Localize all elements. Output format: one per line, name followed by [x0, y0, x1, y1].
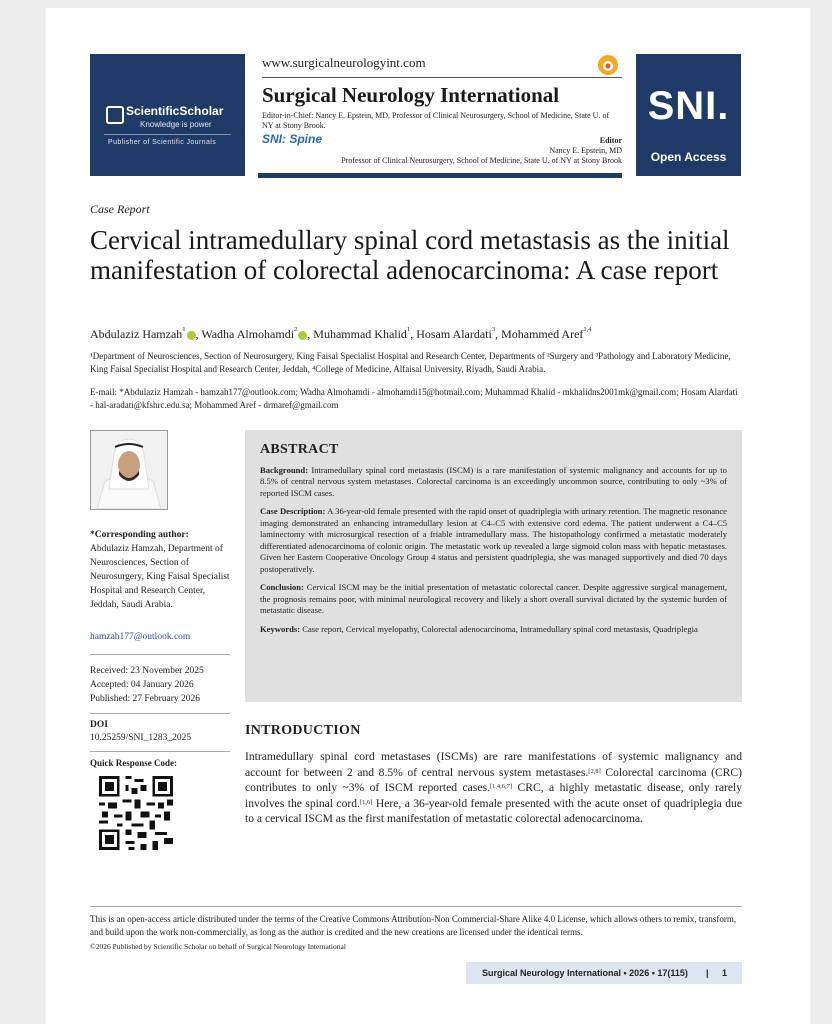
author-affil-sup: 1 — [406, 326, 411, 333]
journal-section: SNI: Spine — [262, 132, 323, 146]
footer-separator: | — [706, 968, 709, 978]
doi-value[interactable]: 10.25259/SNI_1283_2025 — [90, 733, 192, 743]
abstract-conclusion-text: Cervical ISCM may be the initial presentation of metastatic colorectal cancer. Despite aggressive surgical management, the prognosis remains poor, with minimal neurological recovery and likely a short overall survival dictated by the systemic burden of metastatic disease. — [260, 582, 727, 615]
header-bar — [258, 173, 622, 178]
sni-logo-box — [636, 54, 741, 176]
publisher-heart-icon — [106, 106, 124, 124]
corresponding-author — [90, 528, 230, 612]
copyright-text: ©2026 Published by Scientific Scholar on behalf of Surgical Neurology International — [90, 942, 346, 951]
abstract-conclusion — [260, 582, 727, 617]
citation-ref[interactable]: [1,6] — [359, 798, 373, 806]
sidebar-divider — [90, 654, 230, 655]
editor-block — [300, 136, 622, 166]
publisher-divider — [104, 134, 231, 135]
author-name: Muhammad Khalid — [313, 327, 407, 341]
open-access-lock-icon — [597, 54, 619, 76]
author-name: Hosam Alardati — [416, 327, 492, 341]
publisher-tagline: Knowledge is power — [140, 120, 212, 129]
editor-label: Editor — [599, 136, 622, 145]
introduction-heading: INTRODUCTION — [245, 723, 361, 738]
intro-sentence: CRC, a highly metastatic disease, only rarely involves the spinal cord. — [245, 781, 742, 810]
header-rule — [262, 77, 622, 78]
abstract-case — [260, 506, 727, 575]
open-access-label: Open Access — [650, 150, 727, 164]
author-affil-sup: 2 — [294, 326, 298, 333]
citation-ref[interactable]: [1,4,6,7] — [489, 783, 513, 791]
journal-title: Surgical Neurology International — [262, 83, 560, 107]
author-name: Wadha Almohamdi — [201, 327, 295, 341]
editor-affil: Professor of Clinical Neurosurgery, School of Medicine, State U. of NY at Stony Brook — [341, 156, 622, 165]
sidebar-divider — [90, 713, 230, 714]
publisher-subline: Publisher of Scientific Journals — [108, 139, 217, 146]
abstract-keywords-label: Keywords: — [260, 623, 301, 634]
abstract-case-text: A 36-year-old female presented with the rapid onset of quadriplegia with urinary retention. The magnetic resonance imaging demonstrated an enhancing intramedullary lesion at C4–C5 with extensive cord edema. The patient underwent a C4–C5 laminectomy with microsurgical resection of a friable intramedullary mass. The histopathology confirmed a metastatic moderately differentiated adenocarcinoma of colonic origin. The metastatic work up revealed a large sigmoid colon mass with hepatic metastases. Given her Eastern Cooperative Oncology Group 4 status and persistent quadriplegia, she was managed supportively and died 70 days postoperatively. — [260, 506, 727, 574]
intro-sentence: Intramedullary spinal cord metastases (ISCMs) are rare manifestations of systemic malignancy and account for between 2 and 8.5% of central nervous system metastases. — [245, 750, 742, 779]
abstract-conclusion-label: Conclusion: — [260, 582, 304, 592]
received-date: Received: 23 November 2025 — [90, 666, 204, 676]
introduction-text — [245, 749, 742, 827]
orcid-icon[interactable] — [187, 331, 196, 340]
abstract-heading: ABSTRACT — [260, 442, 339, 457]
sidebar-divider — [90, 751, 230, 752]
publisher-name: ScientificScholar — [126, 104, 224, 118]
author-affil-sup: 3 — [491, 326, 496, 333]
article-dates — [90, 664, 204, 706]
journal-url[interactable]: www.surgicalneurologyint.com — [262, 55, 426, 70]
sni-logo: SNI. — [647, 84, 730, 128]
author-emails: E-mail: *Abdulaziz Hamzah - hamzah177@outlook.com; Wadha Almohamdi - almohamdi15@hotmail.com; Muhammad Khalid - mkhalidns2001mk@gmail.com; Hosam Alardati - hal-aradati@kfshrc.edu.sa; Mohammed Aref - drmaref@gmail.com — [90, 387, 738, 410]
affiliations: ¹Department of Neurosciences, Section of Neurosurgery, King Faisal Specialist Hospital and Research Center, Departments of ²Surgery and ³Pathology and Laboratory Medicine, King Faisal Specialist Hospital and Research Center, Jeddah, ⁴College of Medicine, Alfaisal University, Riyadh, Saudi Arabia. — [90, 351, 731, 374]
accepted-date: Accepted: 04 January 2026 — [90, 680, 194, 690]
article-title: Cervical intramedullary spinal cord metastasis as the initial manifestation of colorectal adenocarcinoma: A case report — [90, 225, 730, 285]
published-date: Published: 27 February 2026 — [90, 694, 201, 704]
author-portrait-icon — [91, 431, 167, 509]
author-list: Abdulaziz Hamzah$^1$ , Wadha Almohamdi$^2$ , Muhammad Khalid$^1$, Hosam Alardati$^3$, Mohammed Aref$^{1,4}$ — [90, 326, 592, 341]
abstract-case-label: Case Description: — [260, 506, 326, 516]
abstract-keywords — [260, 624, 727, 636]
page-number: 1 — [722, 968, 728, 978]
license-text: This is an open-access article distributed under the terms of the Creative Commons Attribution-Non Commercial-Share Alike 4.0 License, which allows others to remix, transform, and build upon the work non-commercially, as long as the author is credited and the new creations are licensed under the identical terms. — [90, 914, 737, 937]
qr-code-icon[interactable] — [99, 776, 173, 850]
abstract-background-label: Background: — [260, 464, 309, 475]
doi-label: DOI — [90, 720, 108, 730]
editor-in-chief: Editor-in-Chief: Nancy E. Epstein, MD, Professor of Clinical Neurosurgery, School of Medicine, State U. of NY at Stony Brook. — [262, 111, 610, 130]
footer-rule — [90, 906, 742, 907]
article-type: Case Report — [90, 202, 150, 216]
author-name: Mohammed Aref — [501, 327, 584, 341]
orcid-icon[interactable] — [298, 331, 307, 340]
intro-sentence: Colorectal carcinoma (CRC) contributes to only ~3% of ISCM reported cases. — [245, 765, 742, 795]
corr-label: *Corresponding author: — [90, 530, 189, 540]
citation-ref[interactable]: [2,8] — [588, 767, 601, 775]
author-affil-sup: 1 — [182, 326, 186, 333]
author-name: Abdulaziz Hamzah — [90, 327, 183, 341]
author-photo — [90, 430, 168, 510]
abstract-background — [260, 465, 727, 500]
publisher-logo-box — [90, 54, 245, 176]
corr-email-link[interactable]: hamzah177@outlook.com — [90, 632, 191, 642]
footer-citation-bar — [466, 962, 742, 984]
abstract-keywords-text: Case report, Cervical myelopathy, Colorectal adenocarcinoma, Intramedullary spinal cord metastasis, Quadriplegia — [302, 623, 698, 634]
qr-label: Quick Response Code: — [90, 758, 178, 768]
abstract-background-text: Intramedullary spinal cord metastasis (ISCM) is a rare manifestation of systemic malignancy and accounts for up to 8.5% of central nervous system metastases. Colorectal carcinoma is an exceedingly uncommon source, contributing to only ~3% of reported ISCM cases. — [260, 464, 727, 498]
author-affil-sup: 1,4 — [583, 326, 592, 333]
corr-text: Abdulaziz Hamzah, Department of Neurosciences, Section of Neurosurgery, King Faisal Specialist Hospital and Research Center, Jeddah, Saudi Arabia. — [90, 544, 230, 610]
editor-name: Nancy E. Epstein, MD — [549, 146, 622, 155]
footer-citation: Surgical Neurology International • 2026 • 17(115) — [482, 968, 688, 978]
intro-sentence: Here, a 36-year-old female presented with the acute onset of quadriplegia due to a cervical ISCM as the first manifestation of metastatic colorectal adenocarcinoma. — [245, 796, 742, 826]
abstract-box — [245, 430, 742, 702]
